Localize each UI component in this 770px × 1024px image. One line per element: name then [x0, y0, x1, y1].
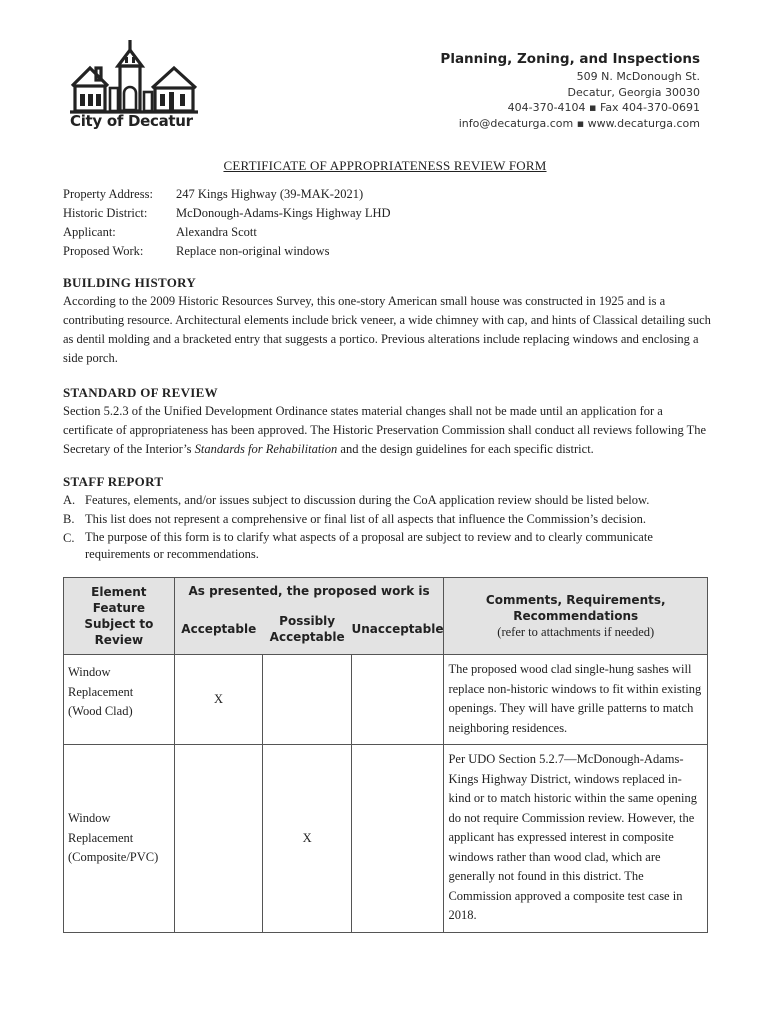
list-item: C. The purpose of this form is to clarify what aspects of a proposal are subject to review and to clearly communicate requirements or recommendations.: [63, 530, 653, 561]
building-history-heading: BUILDING HISTORY: [63, 275, 197, 290]
group-header: As presented, the proposed work is: [174, 578, 444, 604]
proposed-work-value: Replace non-original windows: [176, 244, 330, 258]
building-history-section: [63, 273, 713, 368]
department-name: Planning, Zoning, and Inspections: [440, 51, 700, 67]
property-address-value: 247 Kings Highway (39-MAK-2021): [176, 187, 364, 201]
standard-of-review-text: Section 5.2.3 of the Unified Development Ordinance states material changes shall not be made until an application for a certificate of appropriateness has been approved. The Historic Preservation Commission shall conduct all reviews following The Secretary of the Interior’s Standards for Rehabilitation and the design guidelines for each specific district.: [63, 404, 707, 456]
col-possibly-header: Possibly Acceptable: [263, 604, 352, 655]
unacceptable-cell: [351, 745, 444, 933]
feature-cell: Window Replacement (Wood Clad): [64, 655, 175, 745]
staff-report-section: [63, 472, 713, 563]
applicant-value: Alexandra Scott: [176, 225, 257, 239]
proposed-work-label: Proposed Work:: [63, 244, 144, 258]
col-acceptable-header: Acceptable: [174, 604, 263, 655]
form-title: CERTIFICATE OF APPROPRIATENESS REVIEW FORM: [223, 158, 547, 173]
unacceptable-cell: [351, 655, 444, 745]
standards-title: Standards for Rehabilitation: [194, 442, 338, 456]
email-web: info@decaturga.com ▪ www.decaturga.com: [458, 116, 700, 130]
property-address-label: Property Address:: [63, 187, 153, 201]
letterhead: [440, 50, 700, 131]
property-row: [63, 223, 391, 242]
table-row: [64, 745, 708, 933]
comments-note: (refer to attachments if needed): [497, 625, 655, 639]
historic-district-value: McDonough-Adams-Kings Highway LHD: [176, 206, 391, 220]
list-item: B. This list does not represent a comprehensive or final list of all aspects that influence the Commission’s decision.: [63, 512, 646, 526]
col-unacceptable-header: Unacceptable: [351, 604, 444, 655]
standard-of-review-section: [63, 383, 713, 459]
col-comments-header: Comments, Requirements, Recommendations (refer to attachments if needed): [444, 578, 708, 655]
staff-report-list: [63, 491, 713, 563]
staff-report-heading: STAFF REPORT: [63, 474, 164, 489]
comment-cell: The proposed wood clad single-hung sashes will replace non-historic windows to fit within existing openings. They will have grille patterns to match neighboring residences.: [444, 655, 708, 745]
list-item: A. Features, elements, and/or issues subject to discussion during the CoA application review should be listed below.: [63, 493, 650, 507]
property-row: [63, 185, 391, 204]
acceptable-cell: [174, 745, 263, 933]
property-row: [63, 204, 391, 223]
logo-wordmark: City of Decatur: [70, 112, 193, 130]
property-row: [63, 242, 391, 261]
col-feature-header: Element Feature Subject to Review: [64, 578, 175, 655]
applicant-label: Applicant:: [63, 225, 116, 239]
phone-fax: 404-370-4104 ▪ Fax 404-370-0691: [507, 101, 700, 114]
comment-cell: Per UDO Section 5.2.7—McDonough-Adams-Kings Highway District, windows replaced in-kind or to match historic within the same opening do not require Commission review. However, the applicant has expressed interest in composite windows rather than wood clad, which are generally not found in this district. The Commission approved a composite test case in 2018.: [444, 745, 708, 933]
property-info: [63, 185, 391, 261]
building-history-text: According to the 2009 Historic Resources Survey, this one-story American small house was constructed in 1925 and is a contributing resource. Architectural elements include brick veneer, a wide chimney with cap, and hints of Classical detailing such as dentil molding and a bracketed entry that suggests a portico. Previous alterations include replacing windows and enclosing a side porch.: [63, 294, 711, 365]
address-line-1: 509 N. McDonough St.: [576, 70, 700, 83]
standard-of-review-heading: STANDARD OF REVIEW: [63, 385, 218, 400]
feature-cell: Window Replacement (Composite/PVC): [64, 745, 175, 933]
table-row: [64, 655, 708, 745]
historic-district-label: Historic District:: [63, 206, 148, 220]
address-line-2: Decatur, Georgia 30030: [567, 85, 700, 99]
possibly-cell: [263, 655, 352, 745]
acceptable-cell: X: [174, 655, 263, 745]
review-table: [63, 577, 708, 933]
possibly-cell: X: [263, 745, 352, 933]
